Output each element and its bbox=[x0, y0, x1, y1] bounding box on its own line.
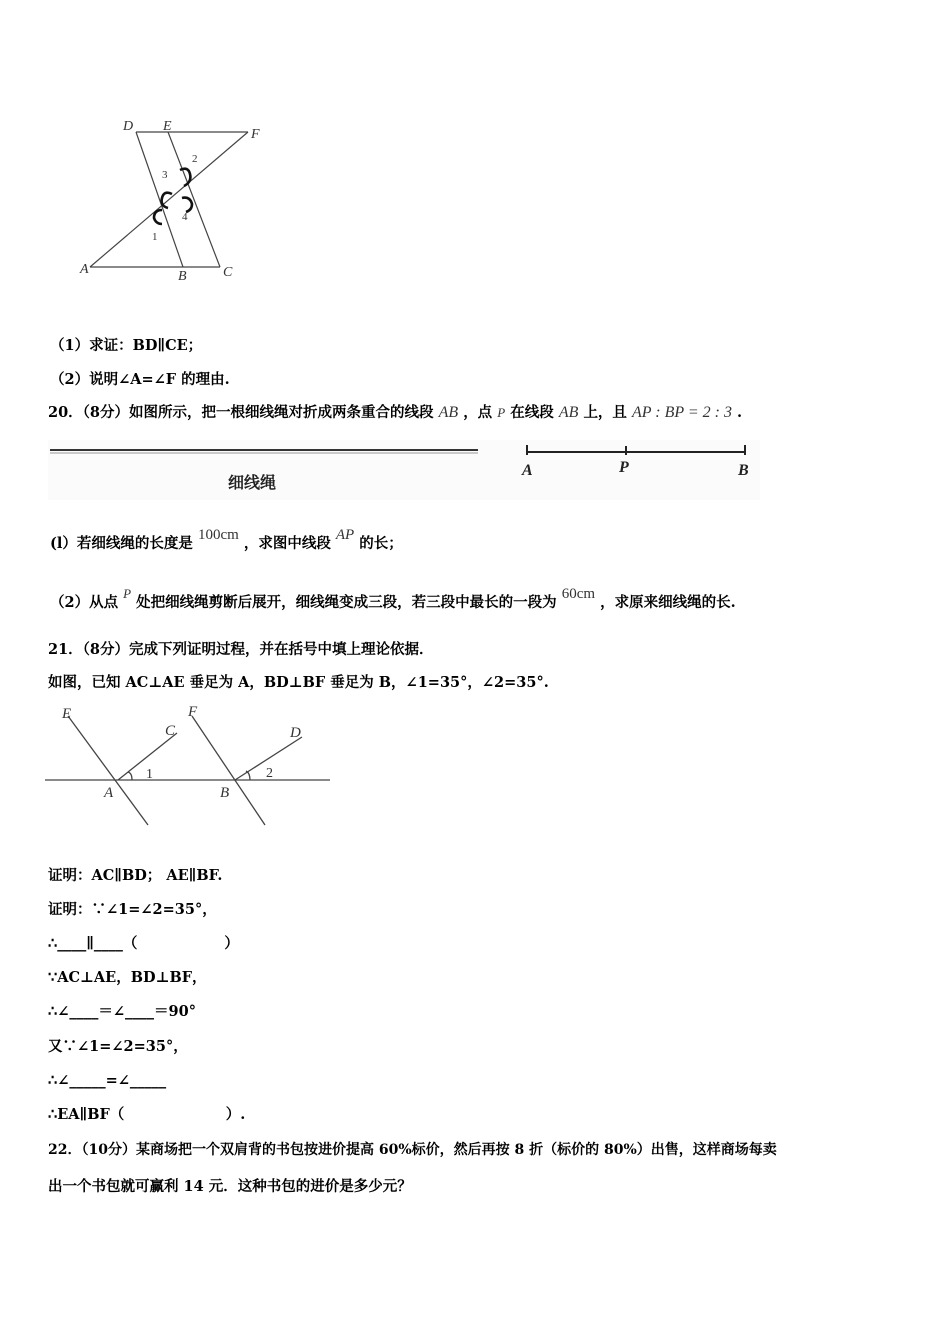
q21-step1: 证明：∵∠1=∠2=35°， bbox=[48, 901, 217, 918]
label-angle-1: 1 bbox=[152, 231, 158, 243]
label-C: C bbox=[223, 265, 233, 280]
label-F: F bbox=[251, 127, 260, 142]
rope-caption: 细线绳 bbox=[228, 475, 277, 492]
q20-stem-ab1: AB bbox=[438, 404, 459, 421]
line-FB bbox=[192, 716, 265, 825]
q20-stem-c: 在线段 bbox=[510, 404, 554, 421]
q21-given: 如图，已知 AC⊥AE 垂足为 A，BD⊥BF 垂足为 B，∠1=35°，∠2=35°. bbox=[48, 674, 549, 691]
q20-p2-b: 处把细线绳剪断后展开，细线绳变成三段，若三段中最长的一段为 bbox=[136, 594, 557, 611]
q20-p2-len: 60cm bbox=[561, 586, 596, 602]
q20-part2 bbox=[50, 586, 736, 613]
figure-q20-rope bbox=[48, 440, 760, 500]
q21-step7: ∴EA∥BF（ ）. bbox=[48, 1106, 246, 1123]
label-angle-3: 3 bbox=[162, 169, 168, 181]
label-A: A bbox=[104, 785, 114, 801]
q21-step4: ∴∠____＝∠____＝90° bbox=[48, 1003, 196, 1020]
label-E: E bbox=[163, 119, 172, 134]
q20-p2-a: （2）从点 bbox=[50, 594, 119, 611]
label-D: D bbox=[290, 725, 301, 741]
q20-stem-p: P bbox=[497, 405, 506, 420]
q20-stem-ratio: AP : BP = 2 : 3 bbox=[632, 404, 732, 421]
q21-step6: ∴∠_____=∠_____ bbox=[48, 1072, 167, 1089]
q21-step3: ∵AC⊥AE，BD⊥BF， bbox=[48, 969, 207, 986]
angle-arc-1 bbox=[128, 772, 132, 780]
q22-line1: 22．（10分）某商场把一个双肩背的书包按进价提高 60%标价，然后再按 8 折（标价的 80%）出售，这样商场每卖 bbox=[48, 1142, 777, 1158]
q20-stem-b: ，点 bbox=[463, 404, 493, 421]
q20-p1-b: ，求图中线段 bbox=[243, 535, 331, 552]
q20-p1-c: 的长； bbox=[359, 535, 403, 552]
label-D: D bbox=[123, 119, 134, 134]
q20-part1 bbox=[50, 527, 403, 554]
label-angle-2: 2 bbox=[192, 153, 198, 165]
angle-mark-1 bbox=[154, 210, 162, 224]
label-B: B bbox=[220, 785, 230, 801]
q21-stem: 21．（8分）完成下列证明过程，并在括号中填上理论依据． bbox=[48, 641, 434, 658]
q20-p2-c: ，求原来细线绳的长. bbox=[600, 594, 736, 611]
q20-p1-a: (l）若细线绳的长度是 bbox=[50, 535, 193, 552]
line-AF bbox=[90, 132, 248, 267]
q19-part1: （1）求证：BD∥CE； bbox=[50, 337, 203, 354]
q19-part2: （2）说明∠A=∠F 的理由. bbox=[50, 371, 230, 388]
q20-p2-p: P bbox=[123, 586, 132, 601]
q22-line2: 出一个书包就可赢利 14 元．这种书包的进价是多少元？ bbox=[48, 1178, 412, 1195]
q20-p1-ap: AP bbox=[335, 527, 355, 543]
label-F: F bbox=[188, 704, 198, 720]
figure-q19-parallel-lines bbox=[70, 110, 280, 290]
q20-stem-d: 上，且 bbox=[583, 404, 627, 421]
q20-stem bbox=[48, 403, 742, 423]
q20-stem-end: . bbox=[737, 404, 743, 421]
label-E: E bbox=[62, 706, 72, 722]
label-B: B bbox=[178, 269, 187, 284]
label-A: A bbox=[80, 262, 89, 277]
label-angle-1: 1 bbox=[146, 767, 153, 782]
q21-step5: 又∵∠1=∠2=35°， bbox=[48, 1038, 188, 1055]
angle-mark-3 bbox=[162, 193, 172, 208]
q20-stem-ab2: AB bbox=[558, 404, 579, 421]
label-A: A bbox=[522, 462, 533, 479]
label-C: C bbox=[165, 723, 176, 739]
q21-prove: 证明：AC∥BD； AE∥BF. bbox=[48, 867, 223, 884]
figure-q21-perpendiculars bbox=[40, 700, 340, 830]
line-EA bbox=[68, 716, 148, 825]
angle-mark-4 bbox=[182, 198, 192, 212]
q20-p1-len: 100cm bbox=[197, 527, 239, 543]
q21-step2: ∴____∥____（ ） bbox=[48, 935, 239, 952]
label-angle-2: 2 bbox=[266, 766, 273, 781]
label-angle-4: 4 bbox=[182, 211, 188, 223]
label-B: B bbox=[738, 462, 749, 479]
label-P: P bbox=[619, 459, 629, 476]
q20-stem-a: 20．（8分）如图所示，把一根细线绳对折成两条重合的线段 bbox=[48, 404, 434, 421]
